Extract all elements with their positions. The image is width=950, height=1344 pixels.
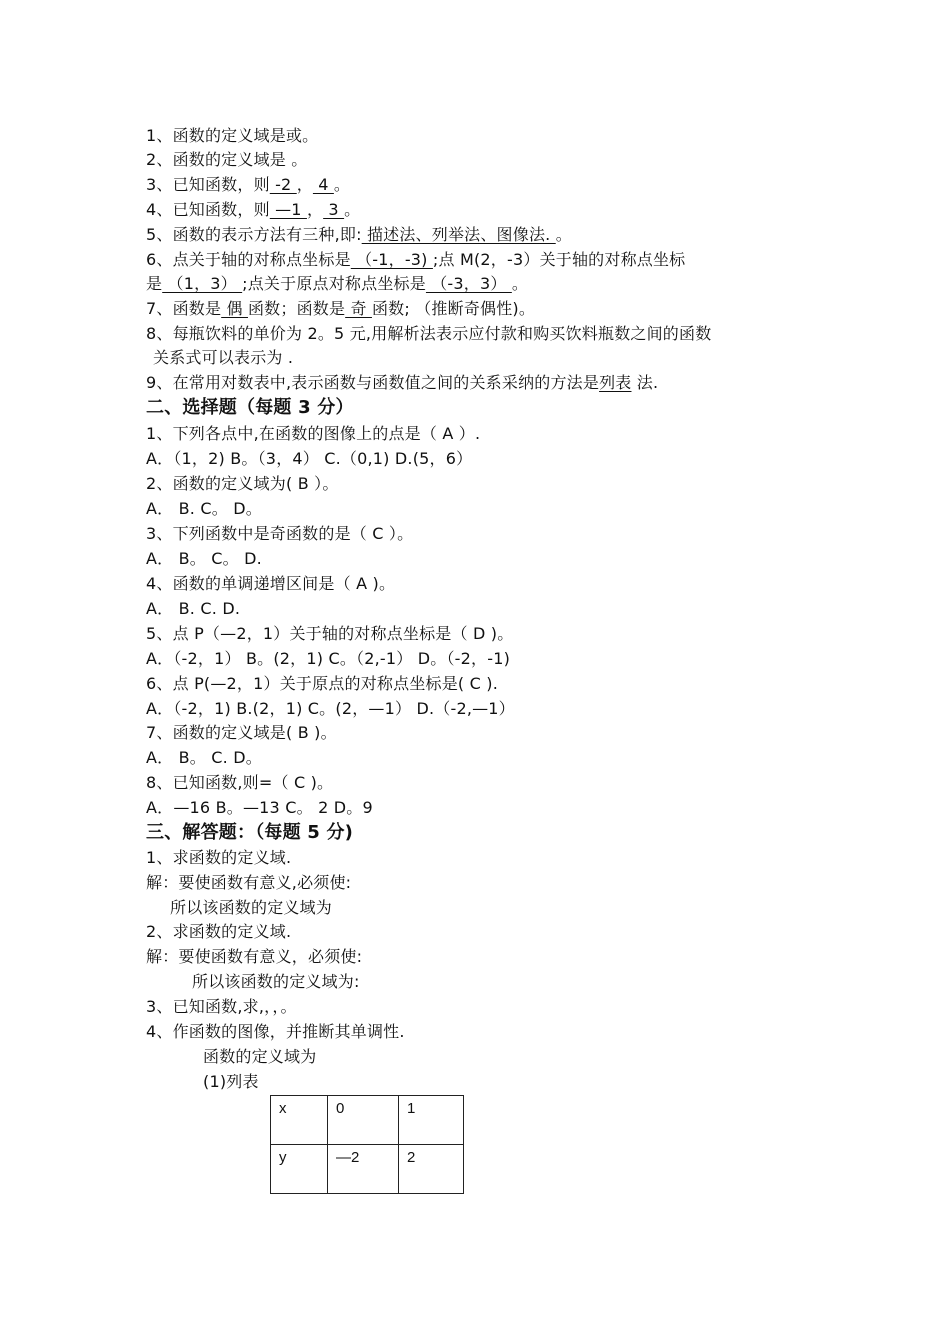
separator: ， — [306, 200, 324, 219]
question-end: 。 — [344, 200, 361, 219]
answer-line: 所以该函数的定义域为 — [170, 898, 333, 917]
answer-line: 4、作函数的图像，并推断其单调性. — [146, 1022, 405, 1041]
fill-question-8-continued: 关系式可以表示为 . — [153, 348, 294, 367]
question-text: 6、点关于轴的对称点坐标是 — [146, 250, 351, 269]
answer-blank: -2 — [269, 175, 297, 194]
fill-question-5 — [146, 223, 572, 247]
answer-line: (1)列表 — [203, 1072, 259, 1091]
choice-question-6: 6、点 P(—2，1）关于原点的对称点坐标是( C ). — [146, 674, 499, 693]
choice-question-8: 8、已知函数,则=（ C )。 — [146, 773, 334, 792]
question-end: 法. — [631, 373, 659, 392]
answer-blank: 奇 — [345, 299, 372, 318]
choice-options-4: A． B. C. D. — [146, 599, 241, 618]
fill-question-4 — [146, 198, 360, 222]
fill-question-6 — [146, 248, 685, 272]
fill-question-6-continued — [146, 272, 528, 296]
answer-blank: （1，3） — [162, 274, 243, 293]
question-text: 是 — [146, 274, 163, 293]
question-text: 3、已知函数，则 — [146, 175, 270, 194]
choice-question-1: 1、下列各点中,在函数的图像上的点是（ A ）. — [146, 424, 481, 443]
fill-question-1: 1、函数的定义域是或。 — [146, 126, 319, 145]
question-text: 9、在常用对数表中,表示函数与函数值之间的关系采纳的方法是 — [146, 373, 600, 392]
answer-blank: 4 — [312, 175, 334, 194]
choice-options-8: A．—16 B。—13 C。 2 D。9 — [146, 798, 373, 817]
table-cell: —2 — [328, 1145, 399, 1194]
answer-blank: 列表 — [599, 373, 632, 392]
fill-question-7 — [146, 297, 535, 321]
answer-blank: 3 — [323, 200, 345, 219]
choice-options-6: A．（-2，1) B.(2，1) C。(2，—1） D.（-2,—1） — [146, 699, 515, 718]
table-cell: y — [271, 1145, 328, 1194]
question-text: 7、函数是 — [146, 299, 222, 318]
answer-line: 所以该函数的定义域为: — [192, 972, 360, 991]
answer-line: 1、求函数的定义域. — [146, 848, 292, 867]
fill-question-8: 8、每瓶饮料的单价为 2。5 元,用解析法表示应付款和购买饮料瓶数之间的函数 — [146, 324, 712, 343]
answer-line: 3、已知函数,求,，，。 — [146, 997, 297, 1016]
question-text: ;点 M(2，-3）关于轴的对称点坐标 — [432, 250, 686, 269]
answer-blank: 描述法、列举法、图像法. — [361, 225, 556, 244]
choice-options-7: A． B。 C. D。 — [146, 748, 262, 767]
choice-options-3: A． B。 C。 D. — [146, 549, 262, 568]
question-text: 4、已知函数，则 — [146, 200, 270, 219]
choice-question-2: 2、函数的定义域为( B ）。 — [146, 474, 339, 493]
answer-blank: （-3，3） — [425, 274, 512, 293]
choice-options-2: A． B. C。 D。 — [146, 499, 262, 518]
choice-options-1: A．（1，2) B。（3，4） C.（0,1) D.(5，6） — [146, 449, 473, 468]
fill-question-3 — [146, 173, 350, 197]
answer-blank: （-1，-3) — [350, 250, 433, 269]
answer-blank: 偶 — [221, 299, 248, 318]
fill-question-9 — [146, 371, 658, 395]
answer-blank: —1 — [269, 200, 307, 219]
table-cell: x — [271, 1096, 328, 1145]
choice-question-7: 7、函数的定义域是( B )。 — [146, 723, 337, 742]
table-row — [271, 1096, 464, 1145]
value-table — [270, 1095, 464, 1194]
table-cell: 0 — [328, 1096, 399, 1145]
answer-line: 函数的定义域为 — [203, 1047, 317, 1066]
answer-line: 解：要使函数有意义,必须使: — [146, 873, 352, 892]
table-cell: 2 — [399, 1145, 464, 1194]
question-end: 函数; （推断奇偶性)。 — [371, 299, 536, 318]
table-cell: 1 — [399, 1096, 464, 1145]
question-end: 。 — [511, 274, 529, 293]
separator: ， — [296, 175, 313, 194]
answer-line: 2、求函数的定义域. — [146, 922, 292, 941]
choice-question-3: 3、下列函数中是奇函数的是（ C ）。 — [146, 524, 414, 543]
question-text: ;点关于原点对称点坐标是 — [242, 274, 426, 293]
choice-question-5: 5、点 P（—2，1）关于轴的对称点坐标是（ D )。 — [146, 624, 514, 643]
question-end: 。 — [555, 225, 572, 244]
section-heading-answer: 三、解答题：（每题 5 分) — [146, 822, 354, 843]
question-text: 函数；函数是 — [247, 299, 346, 318]
table-row — [271, 1145, 464, 1194]
choice-question-4: 4、函数的单调递增区间是（ A )。 — [146, 574, 396, 593]
answer-line: 解：要使函数有意义，必须使: — [146, 947, 363, 966]
fill-question-2: 2、函数的定义域是 。 — [146, 150, 308, 169]
section-heading-choice: 二、选择题（每题 3 分） — [146, 397, 354, 418]
choice-options-5: A．（-2，1） B。(2，1) C。（2,-1） D。（-2，-1) — [146, 649, 511, 668]
question-end: 。 — [333, 175, 351, 194]
question-text: 5、函数的表示方法有三种,即: — [146, 225, 362, 244]
